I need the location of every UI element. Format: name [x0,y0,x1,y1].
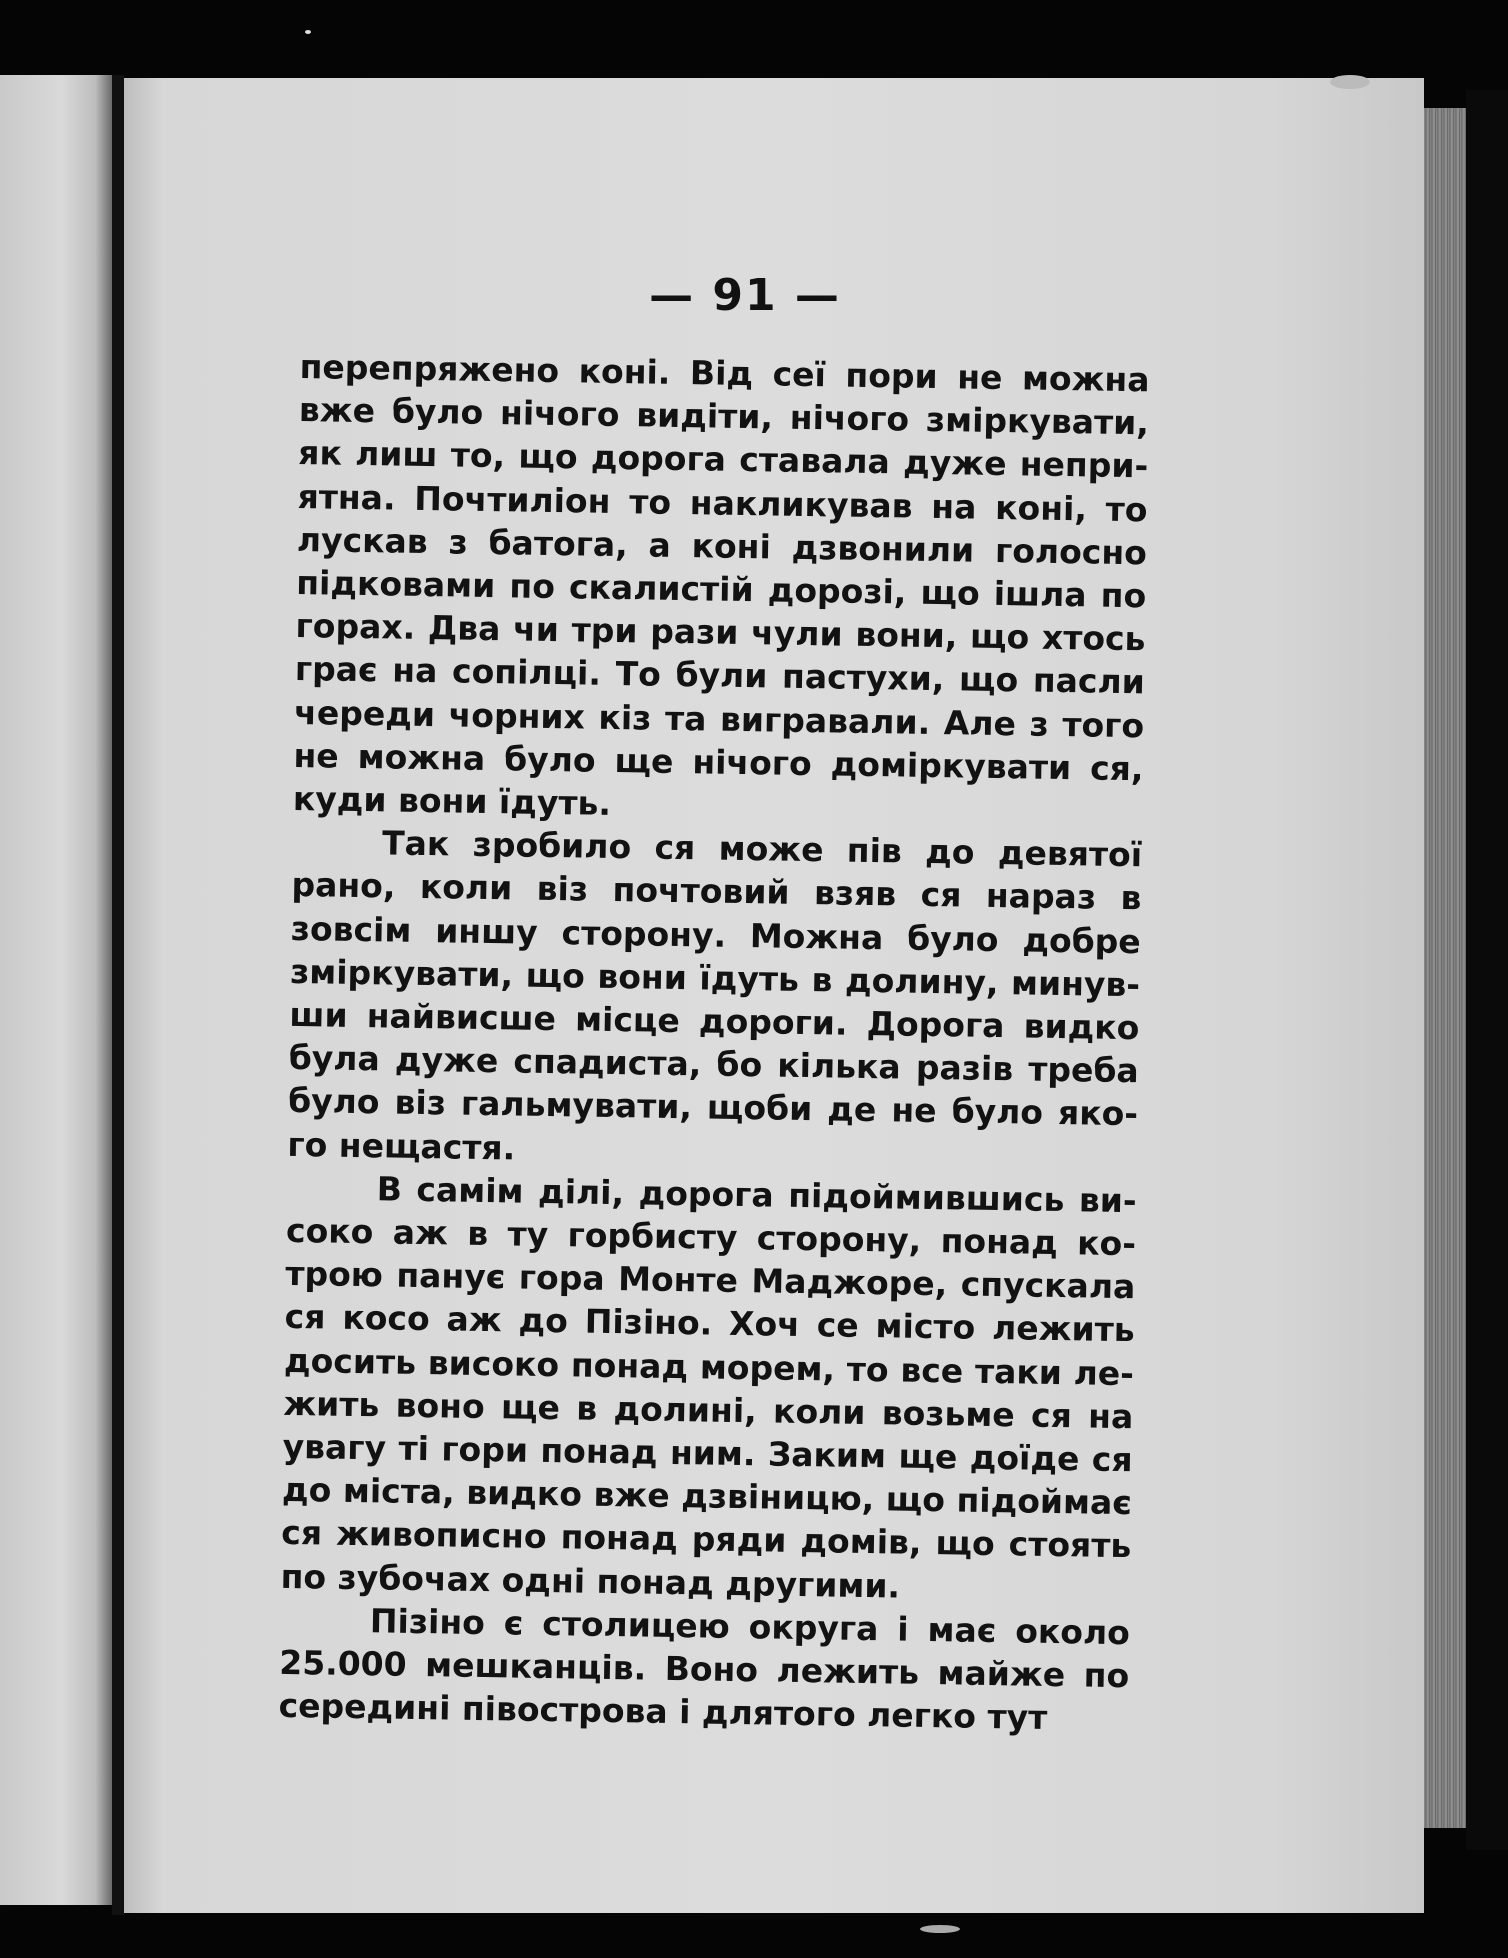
dust-speck [1330,75,1370,89]
text-line: підковами по скалистій дорозі, що ішла по [295,562,1147,616]
paragraph [293,345,1150,834]
text-line: перепряжено коні. Від сеї пори не можна [299,346,1150,400]
text-line: В самім ділі, дорога підоймившись ви- [376,1169,1137,1221]
text-line: зміркувати, що вони їдуть в долину, минув- [289,951,1141,1005]
text-line: не можна було ще нічого доміркувати ся, [293,735,1144,789]
dust-speck [920,1925,960,1933]
text-line: до міста, видко вже дзвіницю, що підоймає [281,1470,1133,1523]
text-line: 25.000 мешканців. Воно лежить майже по [278,1642,1130,1696]
text-line: горах. Два чи три рази чули вони, що хтось [295,606,1146,659]
text-line: середині півострова і длятого легко тут [278,1686,1048,1738]
text-line: було віз гальмувати, щоби де не було яко- [287,1081,1139,1134]
text-line: вже було нічого видіти, нічого зміркувати, [298,390,1150,443]
paragraph [287,820,1142,1179]
text-line: го нещастя. [287,1124,516,1168]
text-line: Так зробило ся може пів до девятої [381,823,1143,875]
dust-speck [305,30,311,34]
text-line: увагу ті гори понад ним. Заким ще доїде ся [282,1426,1133,1480]
paragraph [278,1598,1130,1741]
text-line: була дуже спадиста, бо кілька разів треба [288,1038,1140,1091]
text-line: жить воно ще в долині, коли возьме ся на [283,1383,1134,1437]
text-line: ся живописно понад ряди домів, що стоять [281,1513,1132,1566]
text-line: трою панує гора Монте Маджоре, спускала [285,1254,1136,1307]
text-line: лускав з батога, а коні дзвонили голосно [296,519,1148,573]
text-line: Пізіно є столицею округа і має около [369,1601,1131,1653]
text-line: соко аж в ту горбисту сторону, понад ко- [285,1210,1137,1264]
page-stack-edge [1424,108,1466,1828]
body-text [278,345,1150,1741]
text-line: зовсім иншу сторону. Можна було добре [290,908,1142,961]
text-line: досить високо понад морем, то все таки ле- [283,1340,1135,1393]
text-line: куди вони їдуть. [292,778,612,823]
page-number: — 91 — [649,270,841,321]
text-line: по зубочах одні понад другими. [280,1556,901,1606]
book-gutter [112,75,124,1915]
text-line: грає на сопілці. То були пастухи, що пасли [294,649,1146,702]
text-line: ши найвисше місце дороги. Дорога видко [289,994,1140,1048]
text-line: ся косо аж до Пізіно. Хоч се місто лежить [284,1297,1135,1350]
text-line: рано, коли віз почтовий взяв ся нараз в [291,865,1142,918]
text-line: як лиш то, що дорога ставала дуже непри- [297,433,1149,486]
scan-border [1466,90,1508,1850]
text-line: ятна. Почтиліон то накликував на коні, то [297,476,1148,529]
text-line: череди чорних кіз та вигравали. Але з того [293,692,1145,745]
paragraph [280,1166,1137,1611]
left-page-edge [0,75,112,1905]
